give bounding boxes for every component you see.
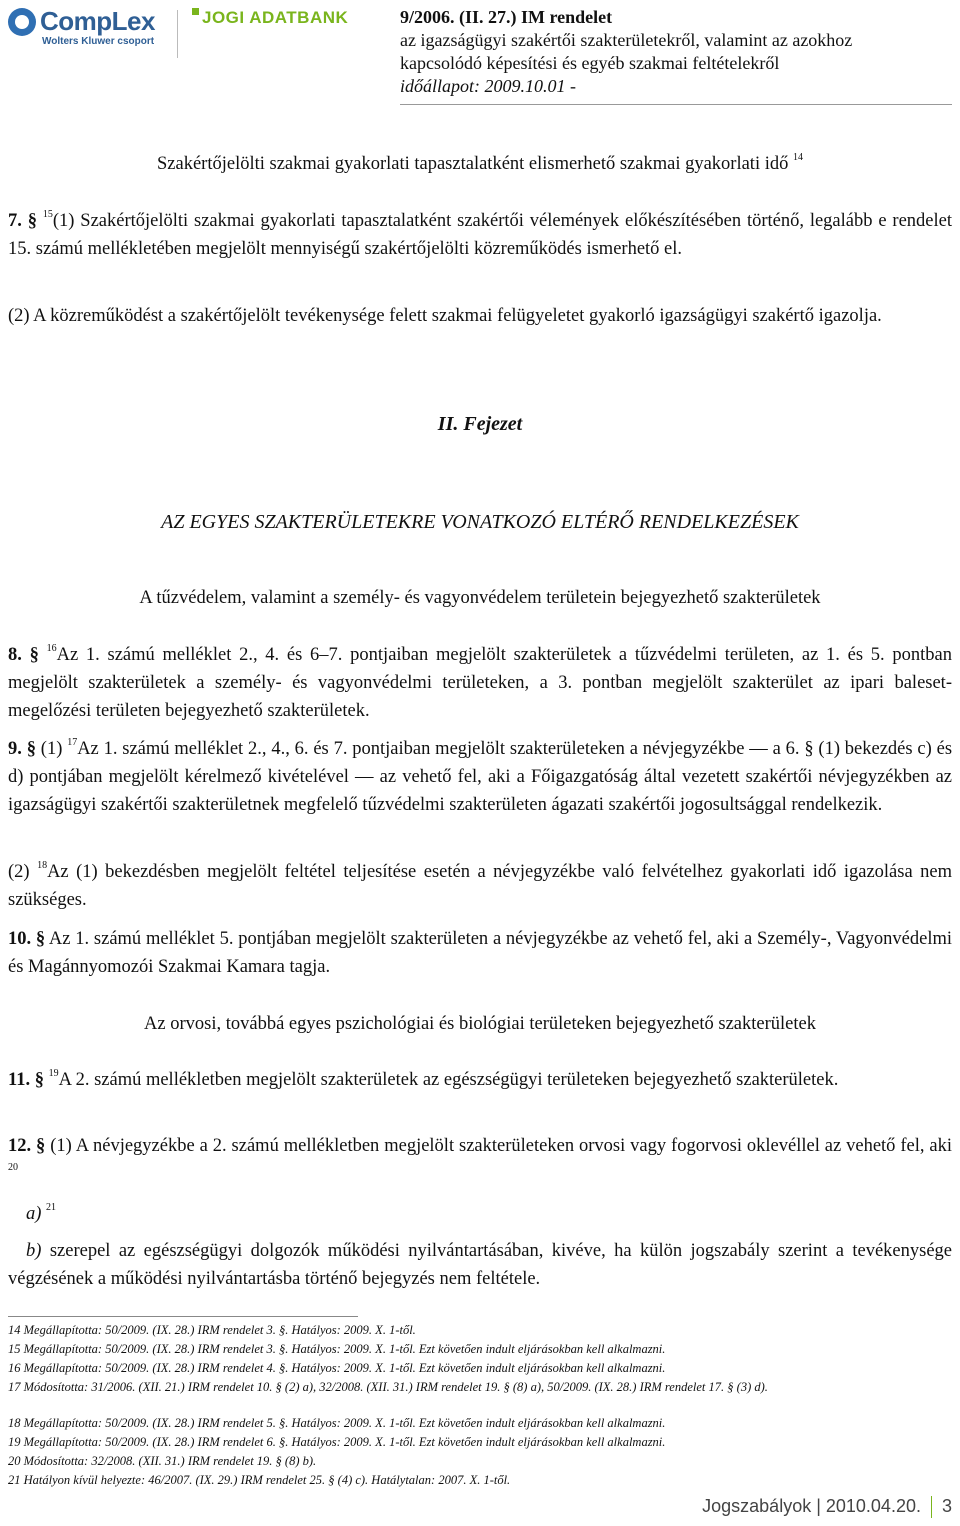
section-text: Az 1. számú melléklet 2., 4. és 6–7. pontjaiban megjelölt szakterületek a tűzvédelmi területen, az 1. és 5. pontban megjelölt szakterületek a személy- és vagyonvédelmi területeken, a 3. pontban megjelölt szakterület az ipari baleset-megelőzési területen bejegyezhető szakterületek. [8, 645, 952, 721]
section-text: szerepel az egészségügyi dolgozók működési nyilvántartásában, kivéve, ha külön jogszabály szerint a tevékenysége végzésének a működési nyilvántartásba történő bejegyzés nem feltétele. [8, 1241, 952, 1289]
complex-logo-name: CompLex [40, 6, 155, 36]
footer-separator [931, 1496, 932, 1518]
document-subtitle-1: az igazságügyi szakértői szakterületekről, valamint az azokhoz [400, 30, 853, 50]
header-divider [177, 10, 178, 58]
point-label: b) [26, 1241, 42, 1261]
section-number: 12. § [8, 1136, 46, 1156]
section-7-1 [8, 207, 952, 263]
point-label: a) [26, 1204, 42, 1224]
section-text: (2) A közreműködést a szakértőjelölt tevékenysége felett szakmai felügyeletet gyakorló igazságügyi szakértő igazolja. [8, 306, 882, 326]
header-rule [400, 104, 952, 105]
section-12-b [8, 1237, 952, 1293]
footnote-ref[interactable]: 15 [42, 209, 53, 220]
footnote-ref[interactable]: 18 [37, 860, 48, 871]
section-text: A 2. számú mellékletben megjelölt szakterületek az egészségügyi területeken bejegyezhető szakterületek. [58, 1070, 839, 1090]
section-11 [8, 1066, 952, 1094]
section-text: Az 1. számú melléklet 2., 4., 6. és 7. pontjaiban megjelölt szakterületeken a névjegyzékbe — a 6. § (1) bekezdés c) és d) pontjában megjelölt kérelmező kivételével — az vehető fel, aki a Főigazgatóság által vezetett szakértői névjegyzékben az igazságügyi szakértői szakterületnek megfelelő tűzvédelmi szakterületen ágazati szakértői jogosultsággal rendelkezik. [8, 739, 953, 815]
section-8 [8, 641, 952, 725]
section-text: Az (1) bekezdésben megjelölt feltétel teljesítése esetén a névjegyzékbe való felvételhez gyakorlati idő igazolása nem szükséges. [8, 862, 952, 910]
document-title: 9/2006. (II. 27.) IM rendelet [400, 7, 613, 27]
page-header [0, 0, 960, 110]
footnote-ref[interactable]: 19 [48, 1068, 59, 1079]
footnote-14: 14 Megállapította: 50/2009. (IX. 28.) IRM rendelet 3. §. Hatályos: 2009. X. 1-től. [8, 1323, 416, 1337]
document-subtitle-2: kapcsolódó képesítési és egyéb szakmai feltételekről [400, 53, 780, 73]
footnote-19: 19 Megállapította: 50/2009. (IX. 28.) IRM rendelet 6. §. Hatályos: 2009. X. 1-től. Ezt követően indult eljárásokban kell alkalmazni. [8, 1435, 666, 1449]
footer-label: Jogszabályok | 2010.04.20. [702, 1496, 921, 1516]
footnote-ref[interactable]: 17 [67, 737, 78, 748]
section-number: 8. § [8, 645, 39, 665]
subheading-medical: Az orvosi, továbbá egyes pszichológiai és biológiai területeken bejegyezhető szakterületek [144, 1014, 816, 1034]
footnote-ref[interactable]: 21 [46, 1202, 57, 1213]
subheading-fire-protection: A tűzvédelem, valamint a személy- és vagyonvédelem területein bejegyezhető szakterületek [139, 588, 821, 608]
paragraph-number: (2) [8, 862, 30, 882]
footnote-ref[interactable]: 20 [8, 1162, 18, 1173]
section-number: 10. § [8, 929, 46, 949]
page-number: 3 [941, 1496, 952, 1516]
paragraph-number: (1) [40, 739, 63, 759]
footnote-rule [8, 1316, 358, 1317]
footnote-15: 15 Megállapította: 50/2009. (IX. 28.) IRM rendelet 3. §. Hatályos: 2009. X. 1-től. Ezt követően indult eljárásokban kell alkalmazni. [8, 1342, 666, 1356]
footnote-17: 17 Módosította: 31/2006. (XII. 21.) IRM rendelet 10. § (2) a), 32/2008. (XII. 31.) IRM rendelet 19. § (8) a), 50/2009. (IX. 28.) IRM rendelet 17. § (3) d). [8, 1380, 768, 1394]
page-footer [702, 1496, 952, 1518]
section-number: 7. § [8, 211, 37, 231]
footnote-18: 18 Megállapította: 50/2009. (IX. 28.) IRM rendelet 5. §. Hatályos: 2009. X. 1-től. Ezt követően indult eljárásokban kell alkalmazni. [8, 1416, 666, 1430]
section-9-1 [8, 735, 952, 819]
document-title-block [400, 6, 852, 98]
chapter-title: AZ EGYES SZAKTERÜLETEKRE VONATKOZÓ ELTÉRŐ RENDELKEZÉSEK [161, 511, 799, 533]
section-12-a [26, 1200, 960, 1228]
heading-text: Szakértőjelölti szakmai gyakorlati tapasztalatként elismerhető szakmai gyakorlati idő [157, 154, 789, 174]
footnote-ref[interactable]: 16 [46, 643, 57, 654]
section-10 [8, 925, 952, 981]
section-text: Az 1. számú melléklet 5. pontjában megjelölt szakterületen a névjegyzékbe az vehető fel, aki a Személy-, Vagyonvédelmi és Magánnyomozói Szakmai Kamara tagja. [8, 929, 953, 977]
time-state: időállapot: 2009.10.01 - [400, 76, 576, 96]
section-number: 11. § [8, 1070, 44, 1090]
footnote-21: 21 Hatályon kívül helyezte: 46/2007. (IX. 29.) IRM rendelet 25. § (4) c). Hatálytalan: 2007. X. 1-től. [8, 1473, 511, 1487]
section-12-1 [8, 1132, 952, 1188]
footnote-ref[interactable]: 14 [792, 152, 803, 163]
jogi-logo-square-icon [192, 8, 199, 15]
section-text: (1) Szakértőjelölti szakmai gyakorlati tapasztalatként szakértői vélemények előkészítésében történő, legalább e rendelet 15. számú mellékletében megjelölt mennyiségű szakértőjelölti közreműködés ismerhető el. [8, 211, 952, 259]
section-7-2 [8, 302, 952, 330]
footnote-16: 16 Megállapította: 50/2009. (IX. 28.) IRM rendelet 4. §. Hatályos: 2009. X. 1-től. Ezt követően indult eljárásokban kell alkalmazni. [8, 1361, 666, 1375]
complex-logo-subtitle: Wolters Kluwer csoport [42, 36, 155, 47]
jogi-adatbank-logo [192, 8, 348, 28]
jogi-logo-text: JOGI ADATBANK [202, 8, 349, 27]
complex-logo-icon [8, 8, 36, 36]
section-text: (1) A névjegyzékbe a 2. számú mellékletben megjelölt szakterületeken orvosi vagy fogorvosi oklevéllel az vehető fel, aki [50, 1136, 953, 1156]
chapter-heading: II. Fejezet [437, 413, 523, 435]
section-9-2 [8, 858, 952, 914]
heading-practice-time [8, 150, 952, 178]
section-number: 9. § [8, 739, 36, 759]
footnote-20: 20 Módosította: 32/2008. (XII. 31.) IRM rendelet 19. § (8) b). [8, 1454, 317, 1468]
complex-logo [8, 4, 168, 54]
